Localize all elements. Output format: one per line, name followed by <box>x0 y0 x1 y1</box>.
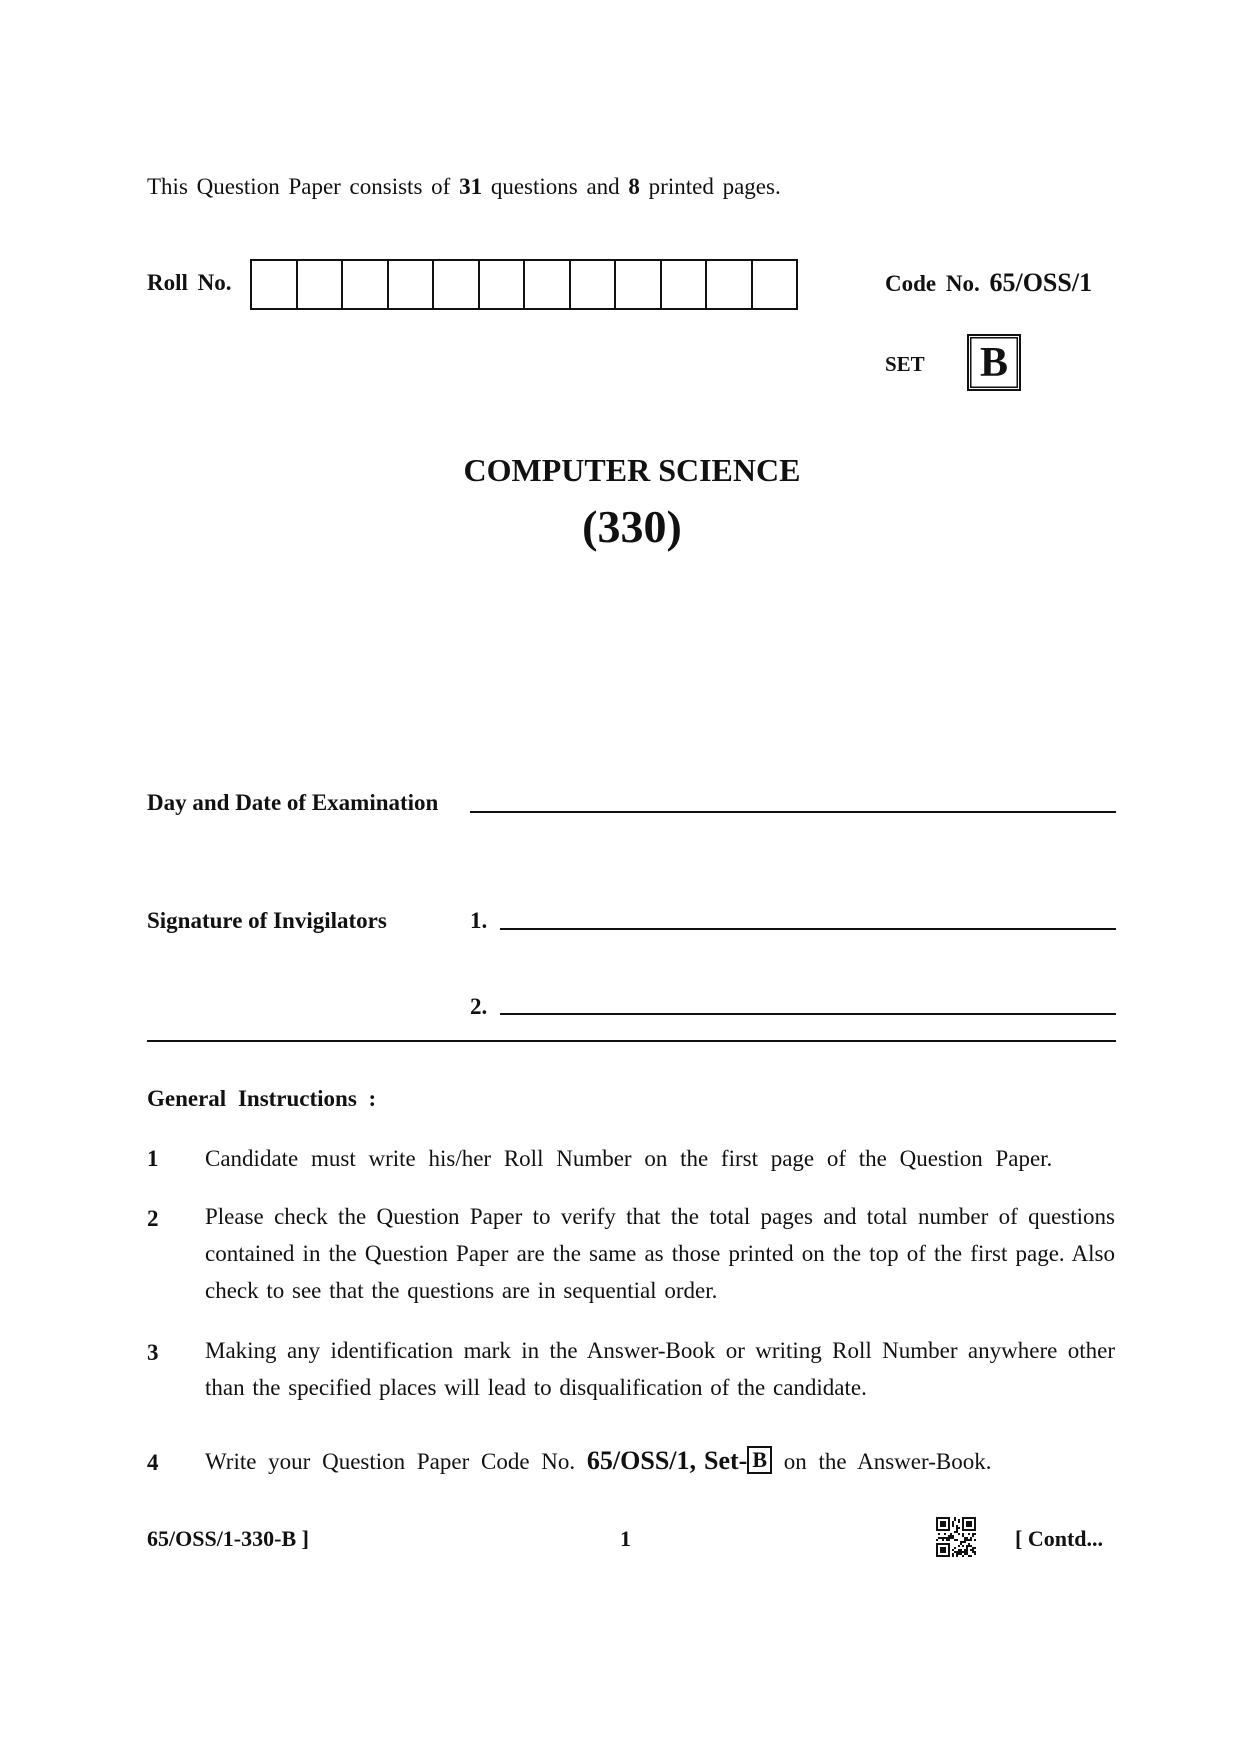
questions-count: 31 <box>459 174 483 199</box>
roll-no-boxes[interactable] <box>250 259 798 310</box>
summary-prefix: This Question Paper consists of <box>147 174 451 199</box>
invigilator-1-line[interactable] <box>500 928 1116 930</box>
summary-suffix: printed pages. <box>648 174 781 199</box>
code-no-value: 65/OSS/1 <box>989 268 1093 297</box>
instruction-3-text: Making any identification mark in the Answer-Book or writing Roll Number anywhere other than the specified places will lead to disqualification of the candidate. <box>205 1338 1115 1400</box>
roll-no-box[interactable] <box>480 261 526 308</box>
roll-no-box[interactable] <box>389 261 435 308</box>
invigilators-label: Signature of Invigilators <box>147 908 387 933</box>
pages-count: 8 <box>628 174 640 199</box>
invigilator-2-number: 2. <box>470 994 488 1019</box>
roll-no-box[interactable] <box>753 261 799 308</box>
instruction-4-set-box: B <box>747 1446 772 1474</box>
roll-no-box[interactable] <box>298 261 344 308</box>
instruction-1-text: Candidate must write his/her Roll Number on the first page of the Question Paper. <box>205 1146 1053 1171</box>
summary-middle: questions and <box>490 174 620 199</box>
invigilator-1-number: 1. <box>470 908 488 933</box>
instruction-4-prefix: Write your Question Paper Code No. <box>205 1449 576 1474</box>
footer-paper-code: 65/OSS/1-330-B ] <box>147 1526 309 1551</box>
section-divider <box>147 1040 1116 1042</box>
roll-no-box[interactable] <box>662 261 708 308</box>
subject-code: (330) <box>582 501 682 552</box>
roll-no-box[interactable] <box>707 261 753 308</box>
roll-no-box[interactable] <box>571 261 617 308</box>
roll-no-box[interactable] <box>525 261 571 308</box>
instruction-2-number: 2 <box>147 1206 159 1231</box>
instruction-4-text <box>205 1446 991 1476</box>
invigilator-2-line[interactable] <box>500 1013 1116 1015</box>
instruction-2-text: Please check the Question Paper to verify that the total pages and total number of questions contained in the Question Paper are the same as those printed on the top of the first page. Also check to see that the questions are in sequential order. <box>205 1204 1115 1303</box>
footer-page-number: 1 <box>620 1526 631 1551</box>
roll-no-box[interactable] <box>434 261 480 308</box>
instruction-4-number: 4 <box>147 1450 159 1475</box>
instruction-4-set-prefix: Set- <box>704 1446 748 1475</box>
instruction-3-number: 3 <box>147 1340 159 1365</box>
instruction-4-code: 65/OSS/1, <box>586 1446 697 1475</box>
roll-no-box[interactable] <box>616 261 662 308</box>
roll-no-label: Roll No. <box>147 270 232 295</box>
code-no-label: Code No. <box>885 271 980 296</box>
subject-title: COMPUTER SCIENCE <box>463 452 801 488</box>
instruction-1-number: 1 <box>147 1146 159 1171</box>
exam-date-line[interactable] <box>470 811 1116 813</box>
code-no <box>885 268 1092 298</box>
instructions-heading: General Instructions : <box>147 1086 377 1111</box>
set-label: SET <box>885 352 925 376</box>
set-value-box: B <box>967 334 1021 391</box>
qr-code-icon <box>936 1517 976 1557</box>
instruction-4-suffix: on the Answer-Book. <box>783 1449 992 1474</box>
paper-summary <box>147 174 781 200</box>
roll-no-box[interactable] <box>343 261 389 308</box>
roll-no-box[interactable] <box>252 261 298 308</box>
footer-contd: [ Contd... <box>1015 1526 1104 1551</box>
exam-date-label: Day and Date of Examination <box>147 790 439 815</box>
